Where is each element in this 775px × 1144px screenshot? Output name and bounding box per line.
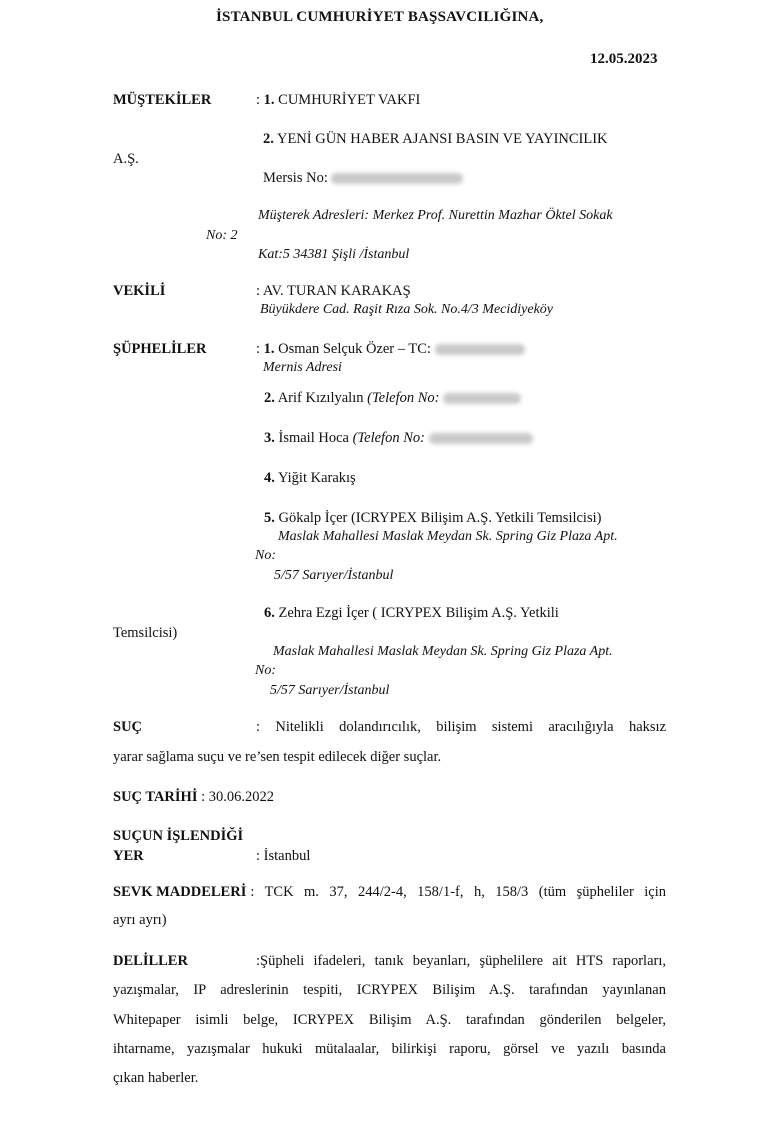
redacted-tc [435, 344, 525, 355]
suspect-5-address-line-2: No: [255, 548, 276, 563]
suspect-4: 4. Yiğit Karakış [264, 470, 356, 486]
musteki-item-2-cont: A.Ş. [113, 151, 139, 167]
suc-label: SUÇ [113, 719, 143, 735]
document-title: İSTANBUL CUMHURİYET BAŞSAVCILIĞINA, [216, 9, 544, 25]
suspect-3: 3. İsmail Hoca (Telefon No: [264, 431, 533, 446]
suc-tarihi: SUÇ TARİHİ : 30.06.2022 [113, 789, 275, 805]
suspect-6-cont: Temsilcisi) [113, 625, 178, 641]
suspect-6-address-line-3: 5/57 Sarıyer/İstanbul [270, 683, 390, 698]
deliller-line-4: ihtarname, yazışmalar hukuki mütalaalar, bilirkişi raporu, görsel ve yazılı basında [113, 1041, 666, 1057]
deliller-label: DELİLLER [113, 953, 188, 969]
deliller-line-1: :Şüpheli ifadeleri, tanık beyanları, şüphelilere ait HTS raporları, [256, 953, 666, 969]
sevk-line-1: SEVK MADDELERİ : TCK m. 37, 244/2-4, 158/1-f, h, 158/3 (tüm şüpheliler için [113, 884, 666, 900]
deliller-line-2: yazışmalar, IP adreslerinin tespiti, ICRYPEX Bilişim A.Ş. tarafından yayınlanan [113, 982, 666, 998]
musteki-item-1: : 1. CUMHURİYET VAKFI [256, 92, 421, 108]
musteki-address-line-2: No: 2 [206, 228, 238, 243]
supheliler-label: ŞÜPHELİLER [113, 341, 207, 357]
musteki-label: MÜŞTEKİLER [113, 92, 212, 108]
document-date: 12.05.2023 [590, 51, 658, 67]
mersis-number: Mersis No: [263, 171, 463, 186]
musteki-address-line-1: Müşterek Adresleri: Merkez Prof. Nurettin Mazhar Öktel Sokak [258, 208, 613, 223]
musteki-address-line-3: Kat:5 34381 Şişli /İstanbul [258, 247, 410, 262]
redacted-phone [429, 433, 533, 444]
suspect-5-address-line-3: 5/57 Sarıyer/İstanbul [274, 568, 394, 583]
sevk-line-2: ayrı ayrı) [113, 912, 167, 928]
suc-yeri-value: : İstanbul [256, 848, 311, 864]
vekil-name: : AV. TURAN KARAKAŞ [256, 283, 411, 299]
suspect-6: 6. Zehra Ezgi İçer ( ICRYPEX Bilişim A.Ş. Yetkili [264, 605, 559, 621]
deliller-line-3: Whitepaper isimli belge, ICRYPEX Bilişim A.Ş. tarafından gönderilen belgeler, [113, 1012, 666, 1028]
deliller-line-5: çıkan haberler. [113, 1070, 199, 1086]
suspect-2: 2. Arif Kızılyalın (Telefon No: [264, 391, 521, 406]
suspect-5-address-line-1: Maslak Mahallesi Maslak Meydan Sk. Spring Giz Plaza Apt. [278, 529, 618, 544]
suspect-1-address: Mernis Adresi [263, 360, 342, 375]
redacted-phone [443, 393, 521, 404]
vekil-address: Büyükdere Cad. Raşit Rıza Sok. No.4/3 Mecidiyeköy [260, 302, 554, 317]
suc-text-line-2: yarar sağlama suçu ve re’sen tespit edilecek diğer suçlar. [113, 749, 442, 765]
vekil-label: VEKİLİ [113, 283, 166, 299]
suc-yeri-label-2: YER [113, 848, 144, 864]
suc-yeri-label-1: SUÇUN İŞLENDİĞİ [113, 828, 244, 844]
suspect-6-address-line-1: Maslak Mahallesi Maslak Meydan Sk. Spring Giz Plaza Apt. [273, 644, 613, 659]
suspect-1: : 1. Osman Selçuk Özer – TC: [256, 342, 525, 357]
suc-text-line-1: : Nitelikli dolandırıcılık, bilişim sistemi aracılığıyla haksız [256, 719, 666, 735]
musteki-item-2: 2. YENİ GÜN HABER AJANSI BASIN VE YAYINCILIK [263, 131, 608, 147]
redacted-mersis [331, 173, 463, 184]
suspect-6-address-line-2: No: [255, 663, 276, 678]
suspect-5: 5. Gökalp İçer (ICRYPEX Bilişim A.Ş. Yetkili Temsilcisi) [264, 510, 602, 526]
